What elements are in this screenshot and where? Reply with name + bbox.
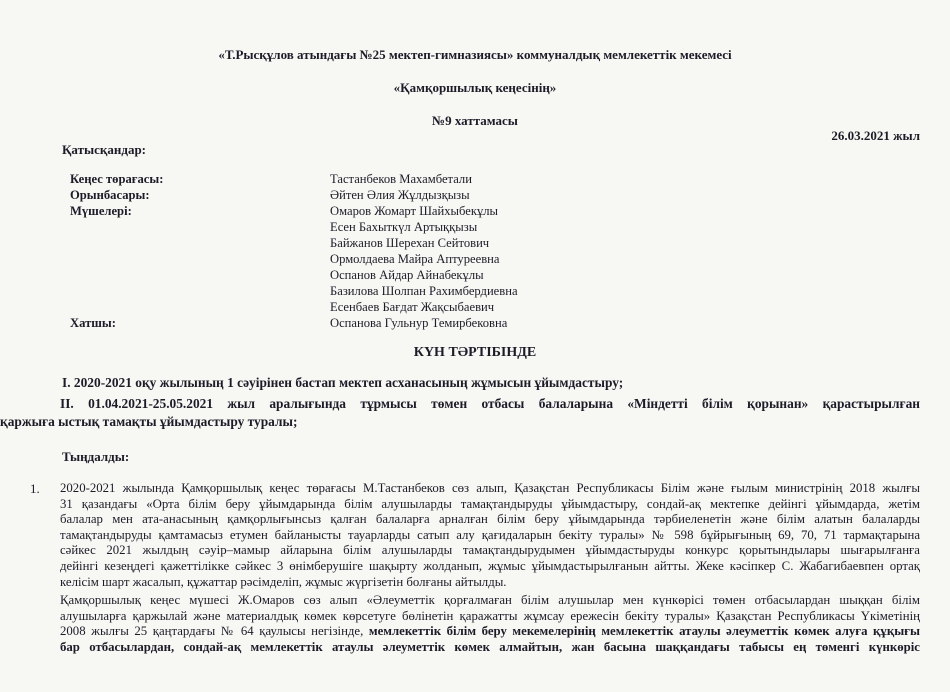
participants-heading: Қатысқандар: [62, 142, 147, 157]
paragraph-2-line-3 [60, 624, 920, 640]
role-chair: Кеңес төрағасы: [70, 172, 164, 186]
role-members: Мүшелері: [70, 204, 132, 218]
paragraph-1-line: тамақтандыруды қамтамасыз етумен байланысты тауарларды сатып алу қағидаларын бекіту туралы» № 598 бұйрығының 69, 70, 71 тармақтарына [60, 527, 920, 542]
protocol-date: 26.03.2021 жыл [831, 128, 920, 143]
paragraph-2 [60, 593, 920, 655]
paragraph-2-line: алушыларға қаржылай және материалдық көмек көрсетуге бөлінетін қаражатты жұмсау ережесін бекіту туралы» Қазақстан Республикасы Үкіметінің [60, 608, 920, 623]
agenda-item-2-line-1: II. 01.04.2021-25.05.2021 жыл аралығында тұрмысы төмен отбасы балаларына «Міндетті білім қорынан» қарастырылған [60, 396, 920, 411]
paragraph-1-line: дейінгі кезеңдегі қажеттілікке сәйкес 3 өнімберушіге шақырту жолданып, жұмыс ұйымдастырылғанын айтты. Жеке кәсіпкер С. Жабагибаевпен ортақ [60, 558, 920, 573]
member-name: Омаров Жомарт Шайхыбекұлы [330, 204, 498, 218]
name-secretary: Оспанова Гульнур Темирбековна [330, 316, 508, 330]
paragraph-1-line: 31 қазандағы «Орта білім беру ұйымдарында білім алушыларды тамақтандыруды ұйымдастыру, сондай-ақ мектепке дейінгі ұйымдарда, жетім [60, 496, 920, 511]
paragraph-2-line: Қамқоршылық кеңес мүшесі Ж.Омаров сөз алып «Әлеуметтік қорғалмаған білім алушылар мен күнкөрісі төмен отбасылардан шыққан білім [60, 593, 920, 607]
paragraph-1-line: келісім шарт жасалып, құжаттар рәсімделіп, жұмыс жүргізетін болғаны айтылды. [60, 574, 507, 589]
agenda-list [0, 374, 920, 431]
name-deputy: Әйтен Әлия Жұлдызқызы [330, 188, 470, 202]
item-number: 1. [30, 481, 40, 496]
org-title: «Т.Рысқұлов атындағы №25 мектеп-гимназиясы» коммуналдық мемлекеттік мекемесі [218, 47, 732, 62]
member-name: Базилова Шолпан Рахимбердиевна [330, 284, 518, 298]
paragraph-1 [60, 481, 920, 590]
protocol-number: №9 хаттамасы [432, 113, 518, 128]
role-deputy: Орынбасары: [70, 188, 150, 202]
paragraph-1-line: балалар мен ата-анасының қамқорлығынсыз қалған балаларға арналған білім беру ұйымдарында тәрбиеленетін және білім алатын балаларды [60, 512, 920, 527]
agenda-item-1: I. 2020-2021 оқу жылының 1 сәуірінен бастап мектеп асханасының жұмысын ұйымдастыру; [62, 375, 624, 390]
agenda-title: КҮН ТӘРТІБІНДЕ [413, 345, 537, 360]
council-title: «Қамқоршылық кеңесінің» [393, 80, 557, 95]
member-name: Ормолдаева Майра Аптуреевна [330, 252, 500, 266]
member-name: Байжанов Шерехан Сейтович [330, 236, 490, 250]
paragraph-1-line: сәйкес 2021 жылдың сәуір–мамыр айларына білім алушыларды тамақтандырудымен ұйымдастыруды конкурс қорытындылары шығарылғанға [60, 543, 920, 558]
name-chair: Тастанбеков Махамбетали [330, 172, 472, 186]
paragraph-2-line-3-bold: мемлекеттік білім беру мекемелерінің мемлекеттік атаулы әлеуметтік көмек алуға құқығы [368, 624, 920, 639]
paragraph-2-line-3-normal: 2008 жылғы 25 қаңтардағы № 64 қаулысы негізінде, [60, 624, 369, 639]
member-name: Есенбаев Бағдат Жақсыбаевич [330, 300, 495, 314]
member-name: Есен Бахыткүл Артыққызы [330, 220, 478, 234]
paragraph-2-line-4: бар отбасылардан, сондай-ақ мемлекеттік атаулы әлеуметтік көмек алмайтын, жан басына шаққандағы табысы ең төменгі күнкөріс [60, 639, 920, 654]
paragraph-1-line: 2020-2021 жылында Қамқоршылық кеңес төрағасы М.Тастанбеков сөз алып, Қазақстан Республикасы Білім және ғылым министрінің 2018 жылғы [60, 481, 920, 495]
agenda-item-2-line-2: қаржыға ыстық тамақты ұйымдастыру туралы; [0, 414, 298, 429]
member-name: Оспанов Айдар Айнабекұлы [330, 268, 484, 282]
role-secretary: Хатшы: [70, 316, 116, 330]
heard-label: Тыңдалды: [62, 449, 130, 464]
